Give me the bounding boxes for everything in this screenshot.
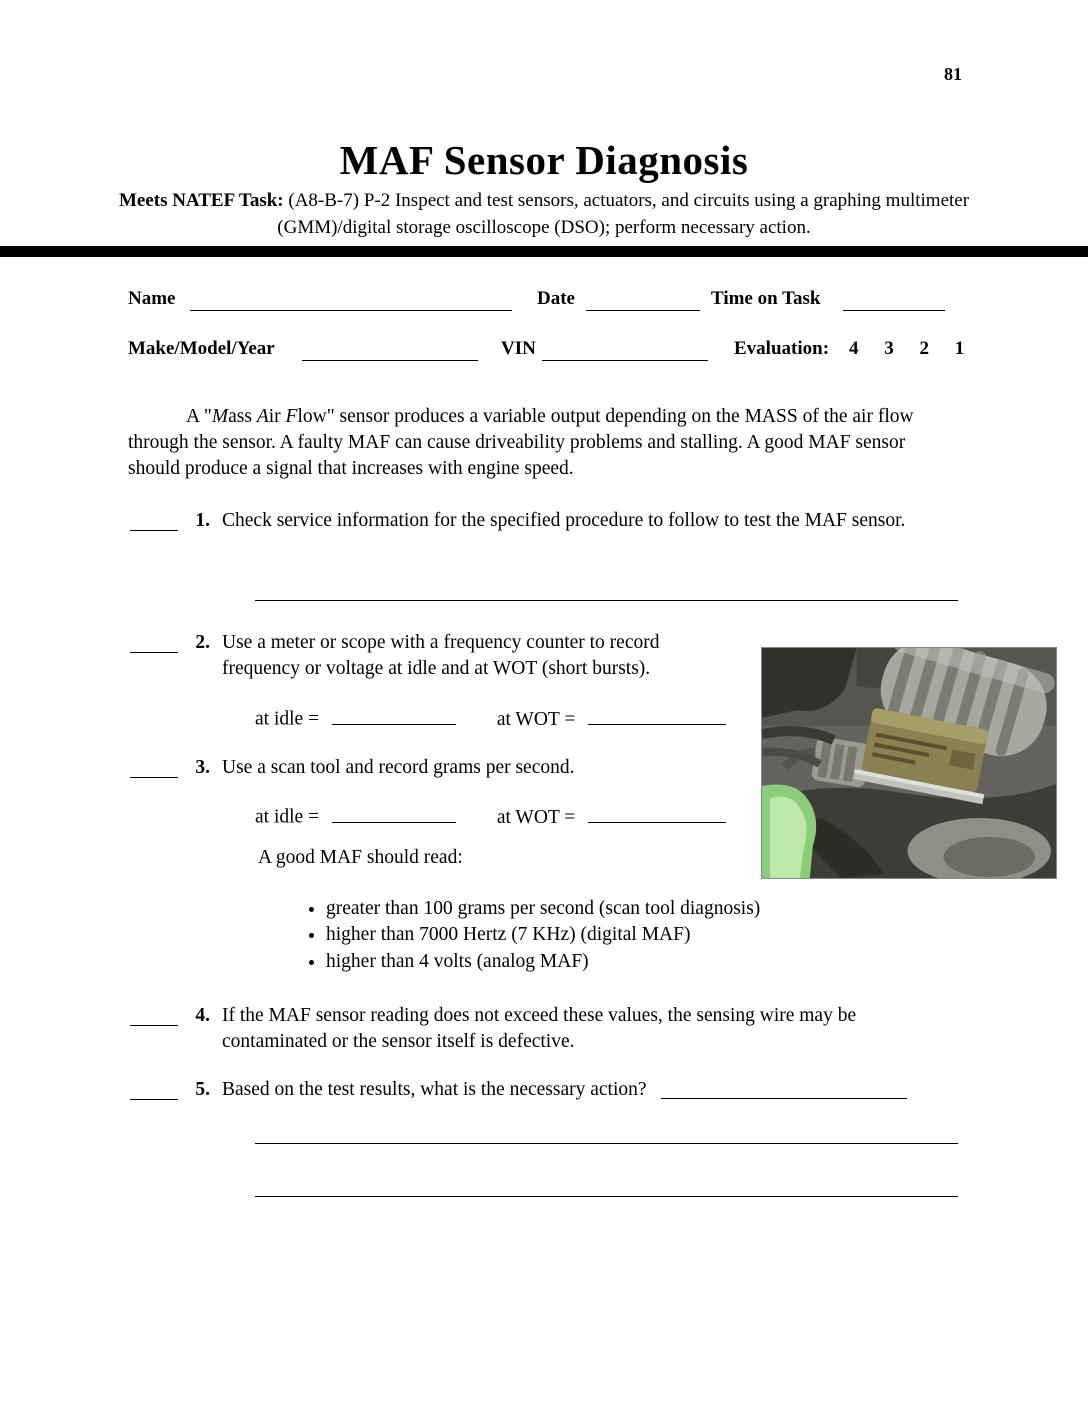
step-5-number: 5. xyxy=(195,1079,210,1100)
frequency-at-idle-blank xyxy=(332,704,456,725)
step-1 xyxy=(130,508,912,534)
at-wot-label: at WOT = xyxy=(496,806,576,828)
step-2-text: Use a meter or scope with a frequency counter to record frequency or voltage at idle and at WOT (short bursts). xyxy=(222,632,660,679)
intro-text: ir xyxy=(268,406,286,427)
step-5-check-blank xyxy=(130,1077,178,1100)
step-5-answer-line-1 xyxy=(255,1143,958,1144)
vin-label: VIN xyxy=(501,338,536,359)
step-2-number: 2. xyxy=(195,632,210,653)
step-1-text: Check service information for the specified procedure to follow to test the MAF sensor. xyxy=(222,510,906,531)
at-idle-label: at idle = xyxy=(255,806,320,828)
step-5-answer-line-2 xyxy=(255,1196,958,1197)
maf-readings-list xyxy=(306,898,946,977)
step-4-text: If the MAF sensor reading does not exceed these values, the sensing wire may be contaminated or the sensor itself is defective. xyxy=(222,1005,857,1052)
step-3-text: Use a scan tool and record grams per second. xyxy=(222,757,575,778)
step-1-number: 1. xyxy=(195,510,210,531)
name-blank xyxy=(190,288,512,311)
page-title: MAF Sensor Diagnosis xyxy=(339,137,749,183)
frequency-at-wot-blank xyxy=(588,704,726,725)
step-3-check-blank xyxy=(130,755,178,778)
evaluation-scale: 4 3 2 1 xyxy=(849,338,965,359)
step-5 xyxy=(130,1077,907,1103)
step-3-number: 3. xyxy=(195,757,210,778)
maf-sensor-photo-graphic xyxy=(762,648,1056,878)
intro-italic-f: F xyxy=(285,406,298,427)
evaluation-label: Evaluation: xyxy=(734,338,830,359)
natef-task-label: Meets NATEF Task: xyxy=(118,190,284,211)
maf-reading-item: • greater than 100 grams per second (scan tool diagnosis) xyxy=(326,898,946,919)
intro-text: low" sensor produces a variable output depending on the MASS of the air flow through the sensor. A faulty MAF can cause driveability problems and stalling. A good MAF sensor should produce a signal that increases with engine speed. xyxy=(128,406,914,480)
grams-at-wot-blank xyxy=(588,802,726,823)
step-1-check-blank xyxy=(130,508,178,531)
good-maf-intro: A good MAF should read: xyxy=(258,847,463,868)
at-wot-label: at WOT = xyxy=(496,708,576,730)
make-model-year-label: Make/Model/Year xyxy=(128,338,275,359)
natef-task-text: (A8-B-7) P-2 Inspect and test sensors, actuators, and circuits using a graphing multimeter (GMM)/digital storage oscilloscope (DSO); perform necessary action. xyxy=(277,190,970,238)
date-label: Date xyxy=(537,288,575,309)
page-number: 81 xyxy=(944,64,962,84)
step-5-text: Based on the test results, what is the necessary action? xyxy=(222,1079,647,1100)
step-1-answer-line xyxy=(255,600,958,601)
step-3 xyxy=(130,755,822,781)
intro-italic-a: A xyxy=(256,406,269,427)
intro-paragraph xyxy=(128,404,950,482)
step-2 xyxy=(130,630,692,682)
divider-bar xyxy=(0,246,1088,257)
intro-text: ass xyxy=(228,406,257,427)
grams-idle-wot-row xyxy=(255,802,726,829)
natef-task xyxy=(114,188,974,242)
maf-sensor-engine-photo xyxy=(762,648,1056,878)
grams-at-idle-blank xyxy=(332,802,456,823)
at-idle-label: at idle = xyxy=(255,708,320,730)
maf-reading-item: • higher than 7000 Hertz (7 KHz) (digital MAF) xyxy=(326,924,946,945)
intro-italic-m: M xyxy=(211,406,229,427)
time-on-task-blank xyxy=(843,288,945,311)
name-label: Name xyxy=(128,288,176,309)
intro-text: A " xyxy=(186,406,212,427)
step-4 xyxy=(130,1003,917,1055)
time-on-task-label: Time on Task xyxy=(711,288,821,309)
step-4-number: 4. xyxy=(195,1005,210,1026)
step-2-check-blank xyxy=(130,630,178,653)
make-model-year-blank xyxy=(302,338,478,361)
step-5-answer-blank xyxy=(661,1077,907,1099)
vin-blank xyxy=(542,338,708,361)
date-blank xyxy=(586,288,700,311)
maf-reading-item: • higher than 4 volts (analog MAF) xyxy=(326,951,946,972)
frequency-idle-wot-row xyxy=(255,704,726,731)
step-4-check-blank xyxy=(130,1003,178,1026)
